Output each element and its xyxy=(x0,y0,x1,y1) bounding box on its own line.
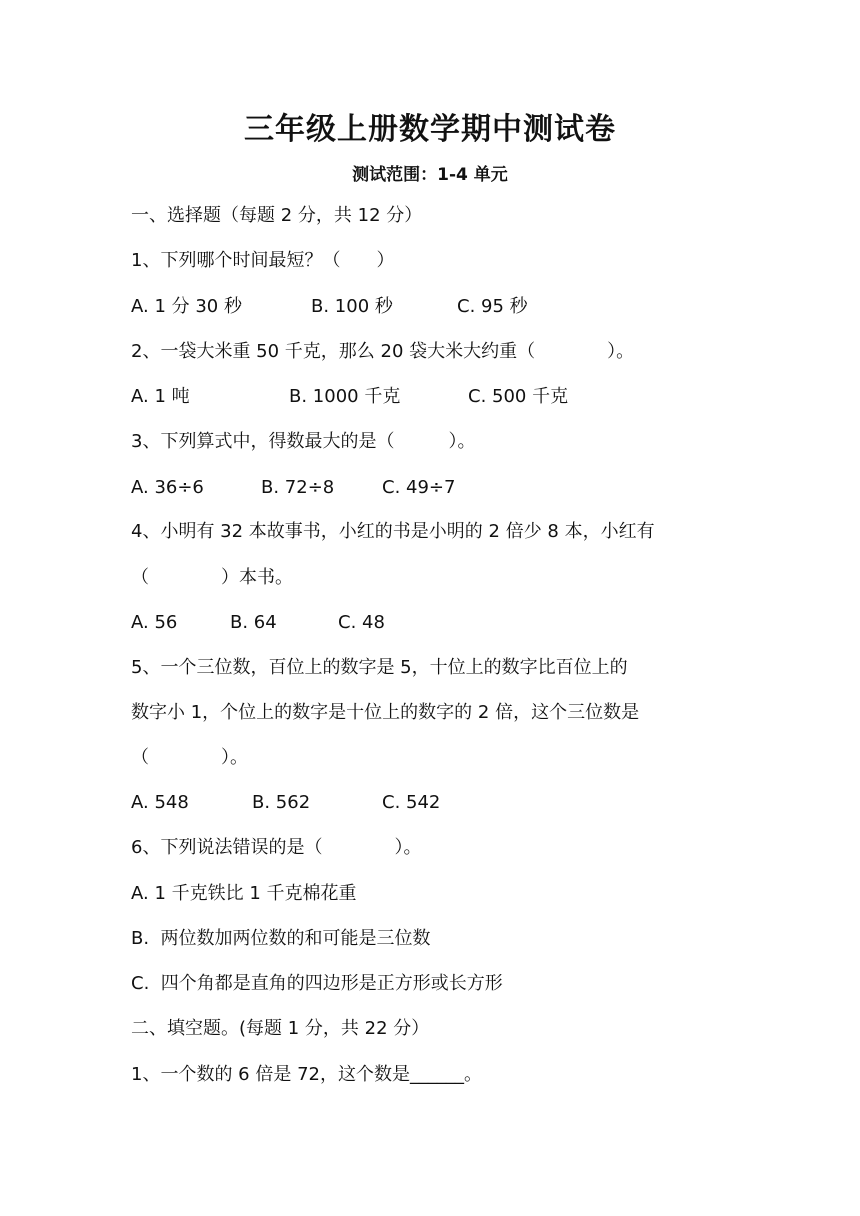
option-c: C. 48 xyxy=(338,612,385,633)
question-5-stem-line-3: （ ）。 xyxy=(131,747,248,768)
option-b: B. 1000 千克 xyxy=(289,386,401,407)
option-b: B. 72÷8 xyxy=(261,477,335,498)
question-4-stem-line-2: （ ）本书。 xyxy=(131,567,293,588)
question-4-stem-line-1: 4、小明有 32 本故事书，小红的书是小明的 2 倍少 8 本，小红有 xyxy=(131,521,655,542)
question-6-option-c: C. 四个角都是直角的四边形是正方形或长方形 xyxy=(131,973,503,994)
option-a: A. 1 吨 xyxy=(131,386,190,407)
option-a: A. 548 xyxy=(131,792,189,813)
question-5-stem-line-2: 数字小 1，个位上的数字是十位上的数字的 2 倍，这个三位数是 xyxy=(131,702,640,723)
option-b: B. 100 秒 xyxy=(311,296,393,317)
option-c: C. 542 xyxy=(382,792,441,813)
section-1-heading: 一、选择题（每题 2 分，共 12 分） xyxy=(131,205,423,226)
question-6-option-b: B. 两位数加两位数的和可能是三位数 xyxy=(131,928,431,949)
fill-question-1: 1、一个数的 6 倍是 72，这个数是______。 xyxy=(131,1064,482,1085)
option-a: A. 1 分 30 秒 xyxy=(131,296,242,317)
option-a: A. 36÷6 xyxy=(131,477,204,498)
question-3-stem: 3、下列算式中，得数最大的是（ ）。 xyxy=(131,431,476,452)
page-subtitle: 测试范围：1-4 单元 xyxy=(352,165,508,185)
question-6-stem: 6、下列说法错误的是（ ）。 xyxy=(131,837,422,858)
question-1-stem: 1、下列哪个时间最短？（ ） xyxy=(131,250,395,271)
section-2-heading: 二、填空题。(每题 1 分，共 22 分） xyxy=(131,1018,430,1039)
option-a: A. 56 xyxy=(131,612,178,633)
option-b: B. 64 xyxy=(230,612,277,633)
question-5-stem-line-1: 5、一个三位数，百位上的数字是 5，十位上的数字比百位上的 xyxy=(131,657,628,678)
question-6-option-a: A. 1 千克铁比 1 千克棉花重 xyxy=(131,883,357,904)
option-c: C. 500 千克 xyxy=(468,386,569,407)
question-2-stem: 2、一袋大米重 50 千克，那么 20 袋大米大约重（ ）。 xyxy=(131,341,635,362)
page-title: 三年级上册数学期中测试卷 xyxy=(244,112,616,147)
option-c: C. 95 秒 xyxy=(457,296,528,317)
option-c: C. 49÷7 xyxy=(382,477,456,498)
option-b: B. 562 xyxy=(252,792,311,813)
